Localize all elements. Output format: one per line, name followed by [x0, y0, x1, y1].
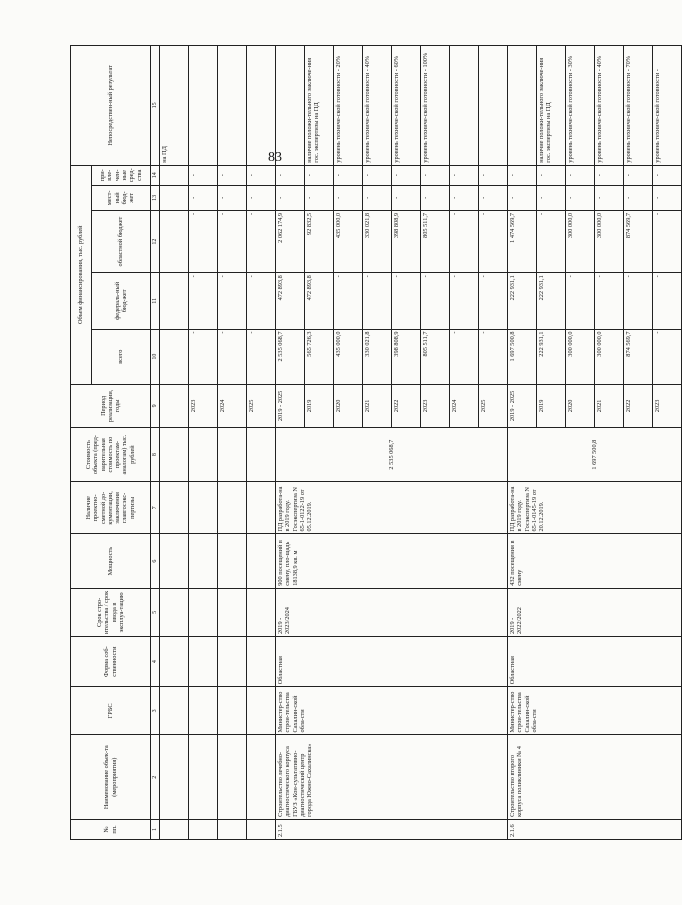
period-cell: 2023	[421, 384, 450, 427]
period-cell: 2019	[305, 384, 334, 427]
period-cell: 2023	[653, 384, 682, 427]
table-body	[160, 46, 682, 840]
local-cell: -	[218, 185, 247, 210]
header-regional: областной бюджет	[92, 210, 151, 272]
extra-cell: -	[479, 165, 508, 185]
empty-cell	[247, 427, 276, 481]
extra-cell: -	[276, 165, 305, 185]
header-local: мест-ный бюд-жет	[92, 185, 151, 210]
extra-cell: -	[218, 165, 247, 185]
empty-cell	[160, 482, 189, 534]
empty-cell	[189, 534, 218, 588]
empty-cell	[189, 637, 218, 687]
period-cell: 2020	[566, 384, 595, 427]
result-cell: уровень техниче-ской готовности - 100%	[421, 46, 450, 166]
column-number: 4	[151, 637, 160, 687]
regional-cell: 330 021,8	[363, 210, 392, 272]
object-cost: 2 535 068,7	[276, 427, 508, 481]
total-cell	[160, 329, 189, 384]
federal-cell: -	[392, 273, 421, 329]
local-cell: -	[595, 185, 624, 210]
object-grbs: Министер-ство строи-тельства Сахалин-ской обла-сти	[276, 687, 508, 735]
header-ownership: Форма соб-ственности	[71, 637, 151, 687]
local-cell: -	[334, 185, 363, 210]
empty-cell	[218, 482, 247, 534]
header-term: Срок стро-ительства / срок ввода в эксплуа-тацию	[71, 588, 151, 636]
table-row	[189, 46, 218, 840]
result-cell	[276, 46, 305, 166]
header-period: Период реализации, годы	[71, 384, 151, 427]
regional-cell: 300 000,0	[566, 210, 595, 272]
federal-cell: -	[247, 273, 276, 329]
total-cell: -	[218, 329, 247, 384]
federal-cell: 472 893,8	[305, 273, 334, 329]
header-result: Непосредствен-ный результат	[71, 46, 151, 166]
period-cell: 2019	[537, 384, 566, 427]
table-row	[218, 46, 247, 840]
regional-cell: -	[537, 210, 566, 272]
empty-cell	[218, 637, 247, 687]
header-federal: федераль-ный бюд-жет	[92, 273, 151, 329]
column-number: 7	[151, 482, 160, 534]
empty-cell	[160, 687, 189, 735]
column-number: 10	[151, 329, 160, 384]
extra-cell: -	[537, 165, 566, 185]
regional-cell: -	[189, 210, 218, 272]
total-cell: 435 000,0	[334, 329, 363, 384]
local-cell: -	[450, 185, 479, 210]
period-cell: 2025	[247, 384, 276, 427]
local-cell: -	[189, 185, 218, 210]
regional-cell	[160, 210, 189, 272]
empty-cell	[218, 735, 247, 819]
column-number: 12	[151, 210, 160, 272]
table-row	[160, 46, 189, 840]
empty-cell	[247, 534, 276, 588]
result-cell: уровень техниче-ской готовности -	[653, 46, 682, 166]
regional-cell: 874 569,7	[624, 210, 653, 272]
federal-cell: -	[653, 273, 682, 329]
extra-cell: -	[624, 165, 653, 185]
regional-cell: 398 808,9	[392, 210, 421, 272]
federal-cell: -	[479, 273, 508, 329]
table-row	[508, 46, 537, 840]
period-cell: 2024	[450, 384, 479, 427]
empty-cell	[189, 819, 218, 839]
object-ownership: Областная	[276, 637, 508, 687]
empty-cell	[247, 588, 276, 636]
result-cell: уровень техниче-ской готовности - 40%	[595, 46, 624, 166]
local-cell: -	[566, 185, 595, 210]
local-cell: -	[276, 185, 305, 210]
result-cell: уровень техниче-ской готовности - 30%	[566, 46, 595, 166]
result-cell	[450, 46, 479, 166]
local-cell: -	[653, 185, 682, 210]
federal-cell: 222 931,1	[537, 273, 566, 329]
federal-cell: -	[363, 273, 392, 329]
table-row	[276, 46, 305, 840]
header-extra: при-вле-чен-ные сред-ства	[92, 165, 151, 185]
result-cell: наличие положи-тельного заключе-ния гос. экспертизы на ПД	[537, 46, 566, 166]
empty-cell	[160, 735, 189, 819]
empty-cell	[189, 482, 218, 534]
regional-cell: 92 832,5	[305, 210, 334, 272]
period-cell: 2023	[189, 384, 218, 427]
regional-cell: 805 511,7	[421, 210, 450, 272]
federal-cell: 472 893,8	[276, 273, 305, 329]
period-cell: 2021	[595, 384, 624, 427]
federal-cell: -	[450, 273, 479, 329]
result-cell: наличие положи-тельного заключе-ния гос. экспертизы на ПД	[305, 46, 334, 166]
total-cell: -	[247, 329, 276, 384]
header-capacity: Мощность	[71, 534, 151, 588]
header-docs: Наличие проектно-сметной до-кументации, заключения главгосэкс-пертизы	[71, 482, 151, 534]
column-number: 8	[151, 427, 160, 481]
result-cell	[247, 46, 276, 166]
total-cell: 300 000,0	[595, 329, 624, 384]
total-cell: 330 021,8	[363, 329, 392, 384]
result-cell: уровень техниче-ской готовности - 20%	[334, 46, 363, 166]
empty-cell	[247, 735, 276, 819]
object-number: 2.1.6	[508, 819, 682, 839]
extra-cell: -	[508, 165, 537, 185]
local-cell: -	[479, 185, 508, 210]
period-cell	[160, 384, 189, 427]
local-cell: -	[421, 185, 450, 210]
local-cell: -	[363, 185, 392, 210]
federal-cell: -	[421, 273, 450, 329]
column-number: 1	[151, 819, 160, 839]
column-number-row	[151, 46, 160, 840]
regional-cell: 1 474 569,7	[508, 210, 537, 272]
federal-cell: -	[334, 273, 363, 329]
empty-cell	[189, 427, 218, 481]
empty-cell	[160, 637, 189, 687]
object-name: Строительство лечебно-диагностического корпуса ГБУЗ «Кон-сультативно-диагностический центр города Южно-Сахалинска»	[276, 735, 508, 819]
regional-cell: 435 000,0	[334, 210, 363, 272]
regional-cell: 300 000,0	[595, 210, 624, 272]
object-number: 2.1.5	[276, 819, 508, 839]
federal-cell: -	[566, 273, 595, 329]
extra-cell	[160, 165, 189, 185]
empty-cell	[218, 534, 247, 588]
extra-cell: -	[595, 165, 624, 185]
result-cell: уровень техниче-ской готовности - 70%	[624, 46, 653, 166]
regional-cell: -	[653, 210, 682, 272]
regional-cell: 2 062 174,9	[276, 210, 305, 272]
header-name: Наименование объек-та (мероприятия)	[71, 735, 151, 819]
total-cell: 565 726,3	[305, 329, 334, 384]
object-term: 2019 - 2022/2022	[508, 588, 682, 636]
period-cell: 2025	[479, 384, 508, 427]
regional-cell: -	[479, 210, 508, 272]
empty-cell	[160, 534, 189, 588]
column-number: 3	[151, 687, 160, 735]
table-row	[247, 46, 276, 840]
result-cell	[508, 46, 537, 166]
empty-cell	[247, 482, 276, 534]
object-grbs: Министер-ство строи-тельства Сахалин-ской обла-сти	[508, 687, 682, 735]
federal-cell: -	[218, 273, 247, 329]
empty-cell	[247, 819, 276, 839]
regional-cell: -	[450, 210, 479, 272]
extra-cell: -	[566, 165, 595, 185]
result-cell: уровень техниче-ской готовности - 40%	[363, 46, 392, 166]
extra-cell: -	[189, 165, 218, 185]
federal-cell: -	[595, 273, 624, 329]
financing-table	[70, 45, 682, 840]
period-cell: 2019 - 2025	[276, 384, 305, 427]
total-cell: -	[479, 329, 508, 384]
total-cell: 398 808,9	[392, 329, 421, 384]
column-number: 5	[151, 588, 160, 636]
extra-cell: -	[305, 165, 334, 185]
header-num: № пп.	[71, 819, 151, 839]
object-cost: 1 697 500,8	[508, 427, 682, 481]
period-cell: 2021	[363, 384, 392, 427]
period-cell: 2019 - 2025	[508, 384, 537, 427]
header-total: всего	[92, 329, 151, 384]
federal-cell: -	[624, 273, 653, 329]
column-number: 14	[151, 165, 160, 185]
total-cell: -	[450, 329, 479, 384]
column-number: 2	[151, 735, 160, 819]
empty-cell	[189, 735, 218, 819]
local-cell: -	[537, 185, 566, 210]
local-cell: -	[392, 185, 421, 210]
object-docs: ПД разработа-на в 2019 году. Госэкспертиза N 65-1-0122-19 от 05.12.2019.	[276, 482, 508, 534]
local-cell: -	[508, 185, 537, 210]
empty-cell	[160, 588, 189, 636]
period-cell: 2022	[392, 384, 421, 427]
period-cell: 2020	[334, 384, 363, 427]
total-cell: -	[189, 329, 218, 384]
column-number: 15	[151, 46, 160, 166]
extra-cell: -	[392, 165, 421, 185]
extra-cell: -	[653, 165, 682, 185]
result-cell: на ПД	[160, 46, 189, 166]
empty-cell	[218, 588, 247, 636]
period-cell: 2022	[624, 384, 653, 427]
empty-cell	[189, 687, 218, 735]
total-cell: -	[653, 329, 682, 384]
header-financing: Объем финансирования, тыс. рублей	[71, 165, 92, 384]
header-cost: Стоимость объекта (пред-варительная стоимость по проектам-аналогам) тыс. рублей	[71, 427, 151, 481]
regional-cell: -	[247, 210, 276, 272]
empty-cell	[160, 819, 189, 839]
object-capacity: 900 посещений в смену, пло-щадь 18138,9 кв. м	[276, 534, 508, 588]
local-cell: -	[305, 185, 334, 210]
regional-cell: -	[218, 210, 247, 272]
total-cell: 874 569,7	[624, 329, 653, 384]
federal-cell: -	[189, 273, 218, 329]
federal-cell: 222 931,1	[508, 273, 537, 329]
result-cell	[479, 46, 508, 166]
extra-cell: -	[334, 165, 363, 185]
empty-cell	[218, 427, 247, 481]
local-cell	[160, 185, 189, 210]
empty-cell	[189, 588, 218, 636]
header-grbs: ГРБС	[71, 687, 151, 735]
local-cell: -	[247, 185, 276, 210]
extra-cell: -	[247, 165, 276, 185]
empty-cell	[247, 637, 276, 687]
empty-cell	[160, 427, 189, 481]
object-name: Строительство второго корпуса поликлиники № 4	[508, 735, 682, 819]
extra-cell: -	[421, 165, 450, 185]
column-number: 6	[151, 534, 160, 588]
total-cell: 1 697 500,8	[508, 329, 537, 384]
column-number: 11	[151, 273, 160, 329]
result-cell	[218, 46, 247, 166]
total-cell: 222 931,1	[537, 329, 566, 384]
federal-cell	[160, 273, 189, 329]
object-ownership: Областная	[508, 637, 682, 687]
object-docs: ПД разработа-на в 2019 году. Госэкспертиза N 65-1-0145-19 от 20.12.2019.	[508, 482, 682, 534]
result-cell: уровень техниче-ской готовности - 60%	[392, 46, 421, 166]
empty-cell	[218, 819, 247, 839]
table-header	[71, 46, 160, 840]
total-cell: 300 000,0	[566, 329, 595, 384]
total-cell: 2 535 068,7	[276, 329, 305, 384]
period-cell: 2024	[218, 384, 247, 427]
empty-cell	[218, 687, 247, 735]
extra-cell: -	[450, 165, 479, 185]
result-cell	[189, 46, 218, 166]
column-number: 13	[151, 185, 160, 210]
rotated-table-sheet	[70, 45, 661, 840]
object-term: 2019 - 2023/2024	[276, 588, 508, 636]
object-capacity: 432 посещения в смену	[508, 534, 682, 588]
local-cell: -	[624, 185, 653, 210]
total-cell: 805 511,7	[421, 329, 450, 384]
extra-cell: -	[363, 165, 392, 185]
page-number: 83	[268, 150, 282, 165]
empty-cell	[247, 687, 276, 735]
column-number: 9	[151, 384, 160, 427]
